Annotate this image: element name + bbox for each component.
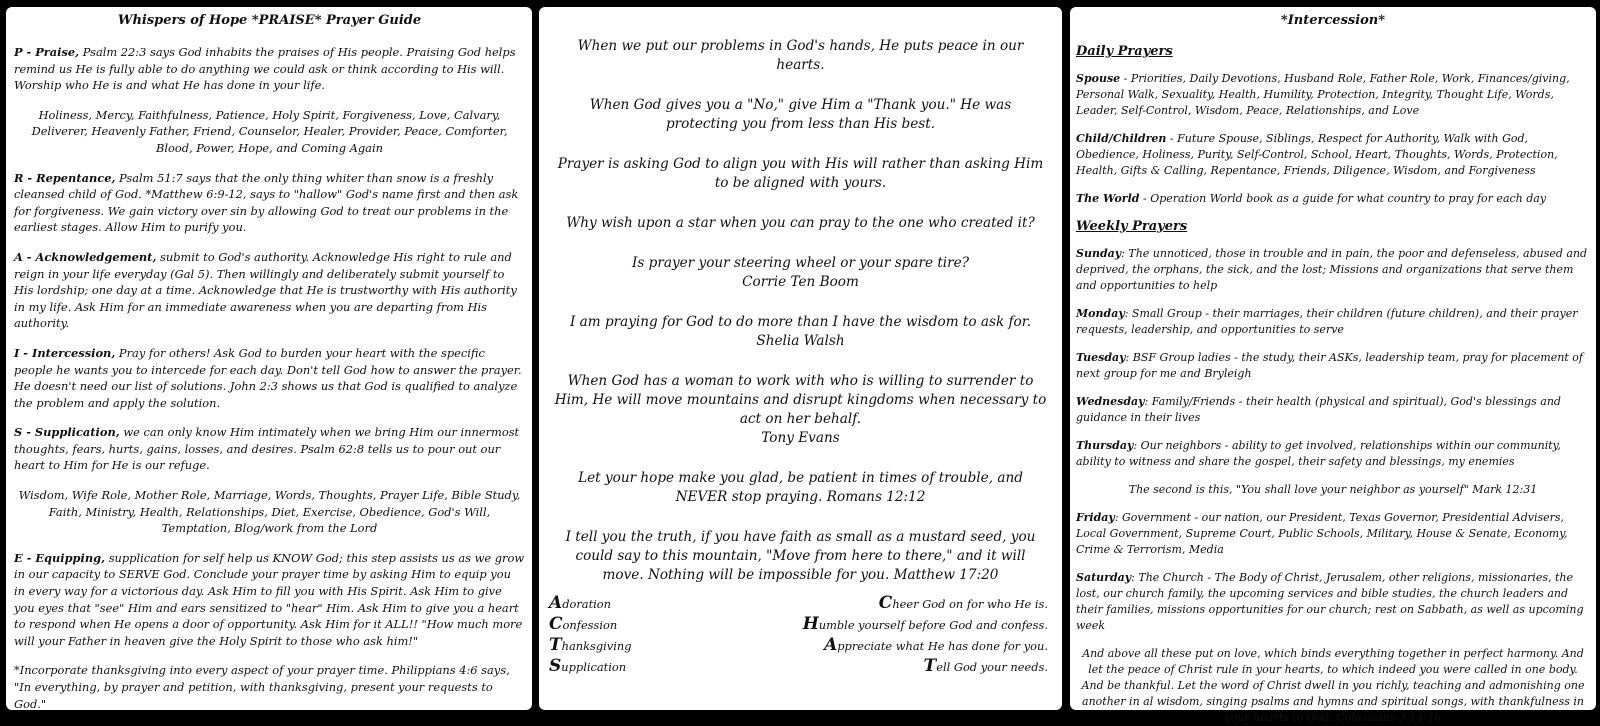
daily-label: Child/Children <box>1076 132 1167 145</box>
quote <box>553 214 1048 233</box>
chat-item <box>879 593 1048 613</box>
acrostic-block <box>549 592 1048 676</box>
weekly-label: Saturday <box>1076 571 1132 584</box>
praise-section <box>14 44 525 94</box>
quote-author: Shelia Walsh <box>756 333 845 349</box>
quote <box>553 372 1048 448</box>
chat-letter: C <box>878 592 893 613</box>
praise-attributes: Holiness, Mercy, Faithfulness, Patience, Holy Spirit, Forgiveness, Love, Calvary, Deliverer, Heavenly Father, Friend, Counselor, Healer, Provider, Peace, Comforter, Blood, Power, Hope, and Coming Again <box>31 107 508 155</box>
quote-text: Let your hope make you glad, be patient in times of trouble, and NEVER stop praying. Romans 12:12 <box>578 470 1023 505</box>
supplication-label: S - Supplication, <box>14 425 120 440</box>
daily-label: The World <box>1076 192 1140 205</box>
acts-word: onfession <box>562 617 618 632</box>
intercession-label: I - Intercession, <box>14 345 116 360</box>
weekly-label: Wednesday <box>1076 395 1145 408</box>
acrostic-row <box>549 592 1048 613</box>
quote-text: Is prayer your steering wheel or your spare tire? <box>632 255 969 271</box>
quote-text: When God gives you a "No," give Him a "Thank you." He was protecting you from less than His best. <box>589 97 1012 132</box>
weekly-item-saturday <box>1076 570 1590 634</box>
acts-item <box>549 656 626 676</box>
weekly-text: : Small Group - their marriages, their children (future children), and their prayer requests, leadership, and opportunities to serve <box>1076 307 1578 336</box>
supplication-topics: Wisdom, Wife Role, Mother Role, Marriage, Words, Thoughts, Prayer Life, Bible Study, Faith, Ministry, Health, Relationships, Diet, Exercise, Obedience, God's Will, Temptation, Blog/work from the Lord <box>18 488 521 536</box>
daily-text: - Operation World book as a guide for what country to pray for each day <box>1139 192 1547 205</box>
weekly-label: Sunday <box>1076 247 1122 260</box>
quote-author: Corrie Ten Boom <box>742 274 859 290</box>
chat-text: ell God your needs. <box>936 659 1048 674</box>
acts-word: hanksgiving <box>561 638 632 653</box>
daily-text: - Future Spouse, Siblings, Respect for Authority, Walk with God, Obedience, Holiness, Purity, Self-Control, School, Heart, Thoughts, Words, Protection, Health, Gifts & Calling, Repentance, Friends, Diligence, Wisdom, and Forgiveness <box>1076 132 1558 177</box>
daily-item-children <box>1076 131 1590 179</box>
weekly-text: : BSF Group ladies - the study, their ASKs, leadership team, pray for placement of next group for me and Bryleigh <box>1076 351 1583 380</box>
chat-letter: T <box>923 655 937 676</box>
quote-text: When God has a woman to work with who is willing to surrender to Him, He will move mountains and disrupt kingdoms when necessary to act on her behalf. <box>554 373 1047 427</box>
chat-letter: H <box>802 613 819 634</box>
intercession-section <box>14 345 525 411</box>
chat-item <box>924 656 1048 676</box>
weekly-text: : Our neighbors - ability to get involved, relationships within our community, ability to witness and share the gospel, their safety and blessings, my enemies <box>1076 439 1561 468</box>
weekly-text: : The Church - The Body of Christ, Jerusalem, other religions, missionaries, the lost, our church family, the upcoming services and bible studies, the church leaders and their families, missions opportunities for our church; rest on Sabbath, as well as upcoming week <box>1076 571 1584 632</box>
quotes-panel <box>539 7 1062 710</box>
repentance-text: Psalm 51:7 says that the only thing whiter than snow is a freshly cleansed child of God. *Matthew 6:9-12, says to "hallow" God's name first and then ask for forgiveness. We gain victory over sin by allowing God to treat our problems in the earliest stages. Allow Him to purify you. <box>14 170 519 235</box>
acrostic-row <box>549 655 1048 676</box>
acts-letter: C <box>549 613 563 634</box>
acknowledgement-text: submit to God's authority. Acknowledge His right to rule and reign in your life everyday (Gal 5). Then willingly and deliberately submit yourself to His lordship; one day at a time. Acknowledge that He is trustworthy with His authority in my life. Ask Him for an immediate awareness when you are departing from His authority. <box>14 249 517 331</box>
weekly-text: : The unnoticed, those in trouble and in pain, the poor and defenseless, abused and deprived, the orphans, the sick, and the lost; Missions and organizations that serve them and opportunities to help <box>1076 247 1588 292</box>
weekly-item-tuesday <box>1076 350 1590 382</box>
acknowledgement-label: A - Acknowledgement, <box>14 249 157 264</box>
equipping-label: E - Equipping, <box>14 550 106 565</box>
praise-text: Psalm 22:3 says God inhabits the praises of His people. Praising God helps remind us He is fully able to do anything we could ask or think according to His will. Worship who He is and what He has done in your life. <box>14 45 516 93</box>
weekly-item-monday <box>1076 306 1590 338</box>
quote <box>553 313 1048 351</box>
weekly-item-sunday <box>1076 246 1590 294</box>
weekly-label: Monday <box>1076 307 1125 320</box>
quote <box>553 254 1048 292</box>
repentance-section <box>14 170 525 236</box>
daily-label: Spouse <box>1076 72 1121 85</box>
closing-verse: And above all these put on love, which binds everything together in perfect harmony. And let the peace of Christ rule in your hearts, to which indeed you were called in one body. And be thankful. Let the word of Christ dwell in you richly, teaching and admonishing one another in al wisdom, singing psalms and hymns and spiritual songs, with thankfulness in your hearts to God. Colossians 3:14-16 <box>1081 647 1585 724</box>
acts-item <box>549 593 611 613</box>
equipping-section <box>14 550 525 650</box>
chat-item <box>803 614 1048 634</box>
quote-text: Prayer is asking God to align you with His will rather than asking Him to be aligned with yours. <box>557 156 1044 191</box>
acts-item <box>549 614 617 634</box>
chat-letter: A <box>824 634 838 655</box>
quote <box>553 155 1048 193</box>
daily-item-world <box>1076 191 1590 207</box>
praise-guide-panel <box>6 7 532 710</box>
quote-text: I am praying for God to do more than I have the wisdom to ask for. <box>569 314 1032 330</box>
weekly-item-wednesday <box>1076 394 1590 426</box>
weekly-text: : Family/Friends - their health (physical and spiritual), God's blessings and guidance in their lives <box>1076 395 1561 424</box>
acrostic-row <box>549 634 1048 655</box>
supplication-text: we can only know Him intimately when we bring Him our innermost thoughts, fears, hurts, gains, losses, and desires. Psalm 62:8 tells us to pour out our heart to Him for He is our refuge. <box>14 425 520 473</box>
equipping-text: supplication for self help us KNOW God; this step assists us as we grow in our capacity to SERVE God. Conclude your prayer time by asking Him to equip you in every way for a victorious day. Ask Him to fill you with His Spirit. Ask Him to give you eyes that "see" Him and ears sensitized to "hear" Him. Ask Him to give you a heart to respond when He opens a door of opportunity. Ask Him for it ALL!! "How much more will your Father in heaven give the Holy Spirit to those who ask him!" <box>14 550 525 648</box>
weekly-label: Thursday <box>1076 439 1134 452</box>
acknowledgement-section <box>14 249 525 332</box>
intercession-title: *Intercession* <box>1280 13 1386 28</box>
supplication-section <box>14 424 525 474</box>
guide-title: Whispers of Hope *PRAISE* Prayer Guide <box>117 13 422 28</box>
chat-text: heer God on for who He is. <box>892 596 1048 611</box>
quote <box>553 37 1048 75</box>
intercession-panel <box>1070 7 1596 724</box>
acts-letter: S <box>549 655 562 676</box>
quote <box>553 528 1048 585</box>
thanksgiving-footnote: *Incorporate thanksgiving into every aspect of your prayer time. Philippians 4:6 says, "In everything, by prayer and petition, with thanksgiving, present your requests to God." <box>14 663 510 711</box>
acts-item <box>549 635 632 655</box>
quote-text: Why wish upon a star when you can pray to the one who created it? <box>566 215 1035 231</box>
repentance-label: R - Repentance, <box>14 170 116 185</box>
acts-word: upplication <box>561 659 627 674</box>
chat-item <box>824 635 1048 655</box>
intercession-text: Pray for others! Ask God to burden your heart with the specific people he wants you to intercede for each day. Don't tell God how to answer the prayer. He doesn't need our list of solutions. John 2:3 shows us that God is qualified to analyze the problem and apply the solution. <box>14 345 522 410</box>
quote-text: When we put our problems in God's hands, He puts peace in our hearts. <box>577 38 1024 73</box>
acrostic-row <box>549 613 1048 634</box>
quote <box>553 96 1048 134</box>
weekly-item-thursday <box>1076 438 1590 470</box>
acts-letter: T <box>549 634 562 655</box>
acts-word: doration <box>562 596 612 611</box>
acts-letter: A <box>549 592 563 613</box>
quote <box>553 469 1048 507</box>
quote-text: I tell you the truth, if you have faith as small as a mustard seed, you could say to this mountain, "Move from here to there," and it will move. Nothing will be impossible for you. Matthew 17:20 <box>565 529 1036 583</box>
chat-text: umble yourself before God and confess. <box>818 617 1048 632</box>
weekly-label: Friday <box>1076 511 1115 524</box>
daily-prayers-heading: Daily Prayers <box>1076 44 1173 59</box>
daily-item-spouse <box>1076 71 1590 119</box>
weekly-item-friday <box>1076 510 1590 558</box>
weekly-text: : Government - our nation, our President, Texas Governor, Presidential Advisers, Local Government, Supreme Court, Public Schools, Military, House & Senate, Economy, Crime & Terrorism, Media <box>1076 511 1568 556</box>
chat-text: ppreciate what He has done for you. <box>837 638 1048 653</box>
weekly-prayers-heading: Weekly Prayers <box>1076 219 1188 234</box>
quote-author: Tony Evans <box>761 430 840 446</box>
thursday-verse: The second is this, "You shall love your neighbor as yourself" Mark 12:31 <box>1128 483 1538 496</box>
daily-text: - Priorities, Daily Devotions, Husband Role, Father Role, Work, Finances/giving, Personal Walk, Sexuality, Health, Humility, Protection, Integrity, Thought Life, Words, Leader, Self-Control, Wisdom, Peace, Relationships, and Love <box>1076 72 1570 117</box>
praise-label: P - Praise, <box>14 45 80 59</box>
weekly-label: Tuesday <box>1076 351 1126 364</box>
